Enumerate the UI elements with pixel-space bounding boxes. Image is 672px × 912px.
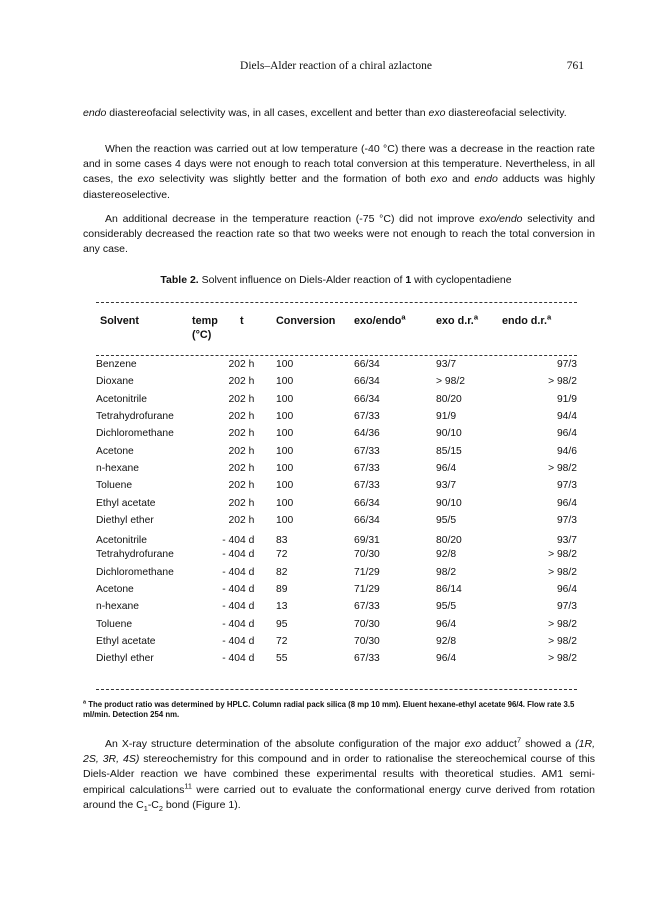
cell-temp: 20	[228, 428, 240, 440]
col-header-endo-dr: endo d.r.$^a$	[502, 312, 552, 327]
cell-endo-dr: > 98/2	[548, 549, 577, 561]
cell-conversion: 72	[276, 549, 288, 561]
cell-exo-endo: 71/29	[354, 584, 380, 595]
cell-temp: - 40	[222, 566, 240, 578]
cell-endo-dr: > 98/2	[548, 653, 577, 665]
cell-temp: - 40	[222, 549, 240, 561]
cell-endo-dr: > 98/2	[548, 566, 577, 578]
cell-exo-dr: 91/9	[436, 411, 457, 423]
text-run: were carried out to evaluate the conformational energy curve derived from rotation around the C	[83, 783, 595, 811]
footnote-mark: a	[83, 699, 87, 706]
cell-time: 2 h	[240, 411, 255, 423]
cell-time: 4 d	[240, 618, 255, 630]
cell-exo-endo: 70/30	[354, 635, 380, 647]
table-caption	[0, 274, 672, 286]
cell-time: 2 h	[240, 359, 255, 371]
page-number: 761	[566, 60, 584, 72]
cell-solvent: Ethyl acetate	[96, 635, 156, 647]
cell-exo-endo: 67/33	[354, 480, 380, 492]
cell-time: 2 h	[240, 376, 255, 388]
cell-solvent: Benzene	[96, 359, 137, 371]
cell-solvent: Acetonitrile	[96, 535, 147, 547]
cell-exo-endo: 67/33	[354, 411, 380, 423]
cell-endo-dr: 96/4	[556, 428, 577, 440]
cell-conversion: 82	[276, 566, 288, 578]
paragraph-4	[83, 737, 595, 813]
cell-exo-dr: 96/4	[436, 462, 457, 474]
text-run: stereochemistry for this compound and in order to rationalise the stereochemical course of this Diels-Alder reaction we have combined these experimental results with theoretical studies. AM1 semi-empirical calculations	[83, 753, 595, 796]
cell-exo-endo: 71/29	[354, 566, 380, 578]
cell-exo-endo: 67/33	[354, 445, 380, 457]
cell-exo-endo: 70/30	[354, 618, 380, 630]
text-run: selectivity was slightly better and the formation of both	[154, 173, 431, 186]
text-run: An additional decrease in the temperature reaction (-75 °C) did not improve	[105, 213, 480, 225]
cell-conversion: 100	[276, 497, 294, 509]
text-run: An X-ray structure determination of the absolute configuration of the major	[105, 738, 465, 750]
cell-endo-dr: > 98/2	[548, 618, 577, 630]
table-row	[96, 356, 577, 373]
table-row	[96, 477, 577, 494]
cell-solvent: Diethyl ether	[96, 653, 154, 665]
cell-temp: 20	[228, 376, 240, 388]
cell-exo-dr: 95/5	[436, 601, 457, 613]
cell-conversion: 89	[276, 584, 288, 595]
table-row	[96, 633, 577, 650]
text-italic: exo	[137, 173, 155, 186]
cell-exo-dr: 96/4	[436, 653, 457, 665]
table-row	[96, 425, 577, 442]
table-row	[96, 408, 577, 425]
cell-solvent: Toluene	[96, 480, 133, 492]
cell-time: 2 h	[240, 514, 255, 526]
table-row	[96, 391, 577, 408]
cell-time: 4 d	[240, 584, 255, 595]
cell-temp: - 40	[222, 601, 240, 613]
cell-conversion: 100	[276, 428, 294, 440]
text-run: bond (Figure 1).	[163, 798, 241, 811]
cell-time: 2 h	[240, 497, 255, 509]
cell-conversion: 100	[276, 411, 294, 423]
text-run: selectivity and considerably decreased the reaction rate so that two weeks were not enough to reach the total conversion in any case.	[83, 213, 595, 256]
text-italic: endo	[83, 107, 107, 119]
cell-time: 2 h	[240, 445, 255, 457]
table-row	[96, 494, 577, 511]
cell-temp: - 40	[222, 653, 240, 665]
cell-solvent: Diethyl ether	[96, 514, 154, 526]
table-caption-text: Solvent influence on Diels-Alder reaction of	[198, 274, 406, 286]
cell-endo-dr: 93/7	[556, 535, 577, 547]
cell-exo-dr: 96/4	[436, 618, 457, 630]
text-italic: (1R, 2S, 3R, 4S)	[83, 738, 595, 766]
table-footnote	[83, 700, 595, 720]
cell-solvent: Acetone	[96, 445, 134, 457]
cell-temp: 20	[228, 445, 240, 457]
table-row	[96, 615, 577, 632]
cell-conversion: 100	[276, 376, 294, 388]
text-italic: exo/endo	[479, 213, 523, 225]
cell-time: 2 h	[240, 393, 255, 405]
cell-time: 4 d	[240, 653, 255, 665]
table-caption-compound: 1	[405, 274, 412, 286]
text-run: When the reaction was carried out at low temperature (-40 °C) there was a decrease in the reaction rate and in some cases 4 days were not enough to reach total conversion at this temperature. Nevertheless, in all cases, the	[83, 143, 595, 186]
text-run: -C	[147, 798, 159, 811]
cell-endo-dr: 97/3	[556, 514, 577, 526]
col-header-exo-endo: exo/endo$^a$	[354, 312, 406, 327]
col-header-solvent: Solvent	[100, 315, 139, 327]
cell-endo-dr: > 98/2	[548, 635, 577, 647]
cell-exo-dr: 95/5	[436, 514, 457, 526]
cell-exo-endo: 66/34	[354, 393, 380, 405]
col-header-time: t	[240, 315, 244, 327]
cell-solvent: Tetrahydrofurane	[96, 549, 174, 561]
cell-temp: 20	[228, 480, 240, 492]
cell-solvent: Dichloromethane	[96, 428, 174, 440]
cell-exo-endo: 66/34	[354, 497, 380, 509]
subscript: 2	[158, 803, 163, 813]
table-row	[96, 581, 577, 598]
cell-conversion: 72	[276, 635, 288, 647]
text-italic: endo	[474, 173, 498, 186]
cell-temp: 20	[228, 514, 240, 526]
cell-exo-endo: 70/30	[354, 549, 380, 561]
table-row	[96, 442, 577, 459]
cell-exo-dr: 80/20	[436, 393, 462, 405]
text-run: showed a	[521, 738, 576, 750]
cell-time: 4 d	[240, 535, 255, 547]
cell-temp: - 40	[222, 535, 240, 547]
table-caption-label: Table 2.	[160, 274, 199, 286]
cell-conversion: 95	[276, 618, 288, 630]
cell-solvent: n-hexane	[96, 462, 139, 474]
running-header	[0, 60, 672, 76]
col-header-temp: temp (°C)	[192, 315, 218, 341]
cell-solvent: Acetonitrile	[96, 393, 147, 405]
text-run: diastereofacial selectivity was, in all cases, excellent and better than	[106, 107, 429, 119]
table-row	[96, 650, 577, 667]
cell-exo-dr: 92/8	[436, 549, 457, 561]
cell-solvent: Ethyl acetate	[96, 497, 156, 509]
cell-temp: 20	[228, 359, 240, 371]
cell-exo-dr: 85/15	[436, 445, 462, 457]
cell-conversion: 100	[276, 480, 294, 492]
paragraph-1	[83, 106, 595, 121]
table-row	[96, 460, 577, 477]
table-row	[96, 546, 577, 563]
cell-temp: - 40	[222, 584, 240, 595]
cell-exo-endo: 66/34	[354, 514, 380, 526]
cell-temp: 20	[228, 411, 240, 423]
cell-endo-dr: 97/3	[556, 480, 577, 492]
cell-exo-endo: 69/31	[354, 535, 380, 547]
text-run: adducts was highly diastereoselective.	[83, 173, 595, 201]
table-row	[96, 529, 577, 546]
text-italic: exo	[430, 173, 448, 186]
cell-conversion: 100	[276, 359, 294, 371]
table-row	[96, 564, 577, 581]
cell-solvent: Acetone	[96, 584, 134, 595]
cell-temp: 20	[228, 462, 240, 474]
cell-endo-dr: 94/4	[556, 411, 577, 423]
col-header-exo-dr: exo d.r.$^a$	[436, 312, 479, 327]
subscript: 1	[143, 803, 148, 813]
text-italic: exo	[428, 107, 446, 119]
cell-endo-dr: > 98/2	[548, 376, 577, 388]
cell-time: 2 h	[240, 428, 255, 440]
cell-exo-dr: 93/7	[436, 359, 457, 371]
table-row	[96, 512, 577, 529]
text-run: adduct	[481, 738, 517, 750]
cell-exo-endo: 64/36	[354, 428, 380, 440]
cell-endo-dr: 96/4	[556, 497, 577, 509]
table-row	[96, 598, 577, 615]
cell-conversion: 100	[276, 462, 294, 474]
text-italic: exo	[464, 738, 482, 750]
cell-endo-dr: 97/3	[556, 359, 577, 371]
cell-temp: - 40	[222, 618, 240, 630]
cell-solvent: Tetrahydrofurane	[96, 411, 174, 423]
table-row	[96, 373, 577, 390]
table-top-rule	[96, 302, 577, 303]
cell-time: 2 h	[240, 462, 255, 474]
cell-exo-dr: 92/8	[436, 635, 457, 647]
running-title: Diels–Alder reaction of a chiral azlactone	[240, 60, 432, 72]
footnote-text: The product ratio was determined by HPLC. Column radial pack silica (8 mp 10 mm). Eluent hexane-ethyl acetate 96/4. Flow rate 3.5 ml/min. Detection 254 nm.	[83, 700, 575, 719]
cell-time: 4 d	[240, 566, 255, 578]
cell-exo-dr: 90/10	[436, 497, 462, 509]
cell-conversion: 100	[276, 393, 294, 405]
cell-exo-dr: 90/10	[436, 428, 462, 440]
cell-exo-endo: 67/33	[354, 653, 380, 665]
cell-solvent: Dichloromethane	[96, 566, 174, 578]
cell-exo-endo: 66/34	[354, 359, 380, 371]
cell-time: 4 d	[240, 635, 255, 647]
col-header-conversion: Conversion	[276, 315, 336, 327]
cell-exo-dr: 86/14	[436, 584, 462, 595]
cell-endo-dr: 97/3	[556, 601, 577, 613]
cell-solvent: Dioxane	[96, 376, 134, 388]
text-run: and	[447, 173, 475, 186]
cell-time: 2 h	[240, 480, 255, 492]
cell-conversion: 13	[276, 601, 288, 613]
table-body-low-temp	[96, 529, 577, 667]
text-run: diastereofacial selectivity.	[445, 107, 567, 119]
table-bottom-rule	[96, 689, 577, 690]
cell-endo-dr: 91/9	[556, 393, 577, 405]
cell-endo-dr: 94/6	[556, 445, 577, 457]
cell-exo-endo: 66/34	[354, 376, 380, 388]
cell-exo-endo: 67/33	[354, 462, 380, 474]
reference-mark: 7	[516, 735, 522, 745]
cell-exo-dr: 93/7	[436, 480, 457, 492]
solvent-table	[96, 314, 577, 667]
cell-solvent: n-hexane	[96, 601, 139, 613]
paragraph-3	[83, 212, 595, 258]
cell-conversion: 55	[276, 653, 288, 665]
cell-endo-dr: 96/4	[556, 584, 577, 595]
cell-time: 4 d	[240, 549, 255, 561]
cell-exo-endo: 67/33	[354, 601, 380, 613]
reference-mark: 11	[184, 781, 192, 791]
cell-conversion: 83	[276, 535, 288, 547]
cell-time: 4 d	[240, 601, 255, 613]
cell-exo-dr: > 98/2	[436, 376, 465, 388]
paragraph-2	[83, 142, 595, 203]
cell-exo-dr: 98/2	[436, 566, 457, 578]
table-caption-tail: with cyclopentadiene	[411, 274, 512, 286]
cell-solvent: Toluene	[96, 618, 133, 630]
cell-exo-dr: 80/20	[436, 535, 462, 547]
cell-temp: - 40	[222, 635, 240, 647]
cell-conversion: 100	[276, 445, 294, 457]
cell-endo-dr: > 98/2	[548, 462, 577, 474]
table-header-row	[96, 314, 577, 356]
cell-temp: 20	[228, 497, 240, 509]
cell-temp: 20	[228, 393, 240, 405]
table-body-room-temp	[96, 356, 577, 529]
cell-conversion: 100	[276, 514, 294, 526]
